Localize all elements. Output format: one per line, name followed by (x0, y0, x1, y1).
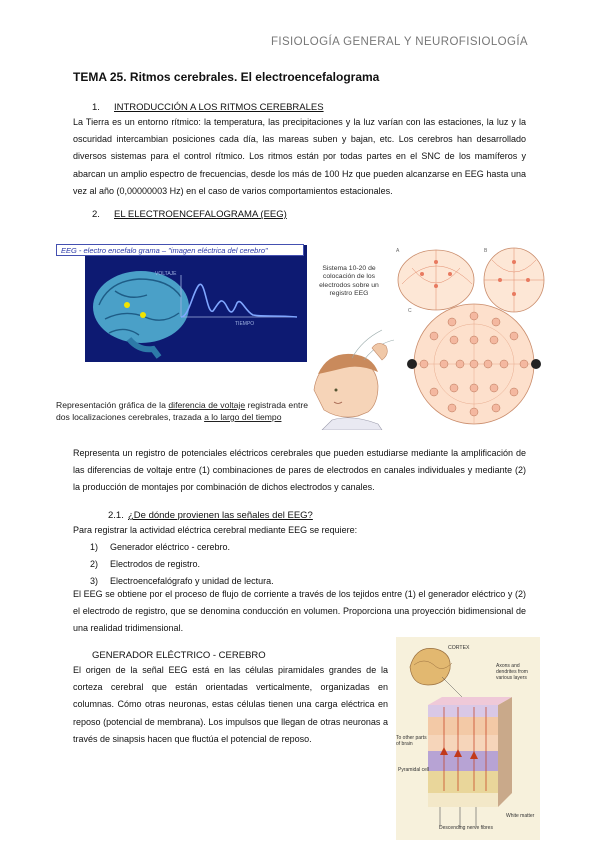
section-1-heading (92, 102, 324, 113)
volume-conduction-paragraph: El EEG se obtiene por el proceso de flujo de corriente a través de los tejidos entre (1) el generador eléctrico y (2) el electrodo de registro, que se denomina conducción en volumen. Proporciona una proyección bidimensional de una realidad tridimensional. (73, 589, 526, 634)
section-2-heading (92, 209, 287, 220)
pyramidal-label: Pyramidal cell (398, 767, 430, 773)
system-1020-label: Sistema 10-20 de colocación de los electrodos sobre un registro EEG (319, 265, 379, 298)
requirements-list (90, 539, 274, 591)
eeg-definition-paragraph: Representa un registro de potenciales eléctricos cerebrales que pueden estudiarse mediante la amplificación de las diferencias de voltaje entre (1) combinaciones de pares de electrodos en canales individuales y mediante (2) la producción de montajes por combinación de dichos electrodos y canales. (73, 448, 526, 493)
panel-label: B (484, 248, 488, 254)
generator-paragraph: El origen de la señal EEG está en las células piramidales grandes de la corteza cerebral que están orientadas verticalmente, organizadas en columnas. Cómo otras neuronas, estas células tienen una carga eléctrica en reposo (potencial de membrana). Los impulsos que llegan de otras neuronas a través de sinapsis hacen que fluctúa el potencial de reposo. (73, 665, 388, 744)
electrode-placement-figure (312, 240, 550, 430)
to-other-label: To other parts of brain (396, 735, 427, 747)
eeg-figure (85, 245, 307, 362)
electrode-dot (140, 312, 146, 318)
eeg-wave (181, 284, 297, 317)
caption-text: registrada entre dos localizaciones cerebrales, trazada (56, 400, 308, 422)
list-item: 2) Electrodos de registro. (90, 559, 201, 570)
requirements-intro: Para registrar la actividad eléctrica cerebral mediante EEG se requiere: (73, 525, 358, 535)
axons-label: Axons and dendrites from various layers (496, 663, 528, 681)
electrode-dot (124, 302, 130, 308)
panel-label: C (408, 308, 412, 314)
section-title: EL ELECTROENCEFALOGRAMA (EEG) (114, 209, 287, 220)
section-title: ¿De dónde provienen las señales del EEG? (128, 510, 313, 521)
section-number: 1. (92, 102, 100, 113)
caption-underlined: diferencia de voltaje (168, 400, 246, 410)
caption-underlined: a lo largo del tiempo (204, 412, 282, 422)
intro-paragraph: La Tierra es un entorno rítmico: la temperatura, las precipitaciones y la luz varían con las estaciones, la luz y la oscuridad intercambian posiciones cada día, las mareas suben y bajan, etc. Los cerebros han desarrollado diversos sistemas para el control rítmico. Los ritmos están por todas partes en el SNC de los mamíferos y abarcan un amplio espectro de frecuencias, desde los más de 100 Hz que pueden alcanzarse en EEG hasta una vez al año (0,00000003 Hz) en el caso de varios comportamientos estacionales. (73, 117, 526, 196)
brain-wave-illustration (85, 245, 307, 362)
list-item: 1) Generador eléctrico - cerebro. (90, 542, 231, 552)
section-number: 2.1. (108, 510, 124, 521)
running-header: FISIOLOGÍA GENERAL Y NEUROFISIOLOGÍA (270, 36, 528, 48)
cortex-block (428, 697, 512, 807)
child-with-electrodes (314, 330, 394, 430)
time-axis-label: TIEMPO (235, 321, 255, 327)
cortex-figure (396, 637, 540, 840)
voltage-axis-label: VOLTAJE (155, 271, 177, 277)
section-title: INTRODUCCIÓN A LOS RITMOS CEREBRALES (114, 102, 324, 113)
white-matter-label: White matter (506, 813, 535, 819)
subsection-2-1-heading (108, 510, 313, 521)
cortex-label: CORTEX (448, 645, 470, 651)
list-item: 3) Electroencefalógrafo y unidad de lectura. (90, 576, 274, 587)
brain-shape (93, 271, 189, 343)
section-number: 2. (92, 209, 100, 220)
eeg-banner: EEG - electro encefalo grama – "imagen eléctrica del cerebro" (56, 244, 304, 256)
descending-label: Descending nerve fibres (439, 825, 493, 831)
page-title: TEMA 25. Ritmos cerebrales. El electroencefalograma (73, 70, 380, 84)
caption-text: Representación gráfica de la (56, 400, 169, 410)
panel-label: A (396, 248, 400, 254)
generator-heading: GENERADOR ELÉCTRICO - CEREBRO (92, 650, 266, 661)
eeg-caption (56, 399, 308, 423)
